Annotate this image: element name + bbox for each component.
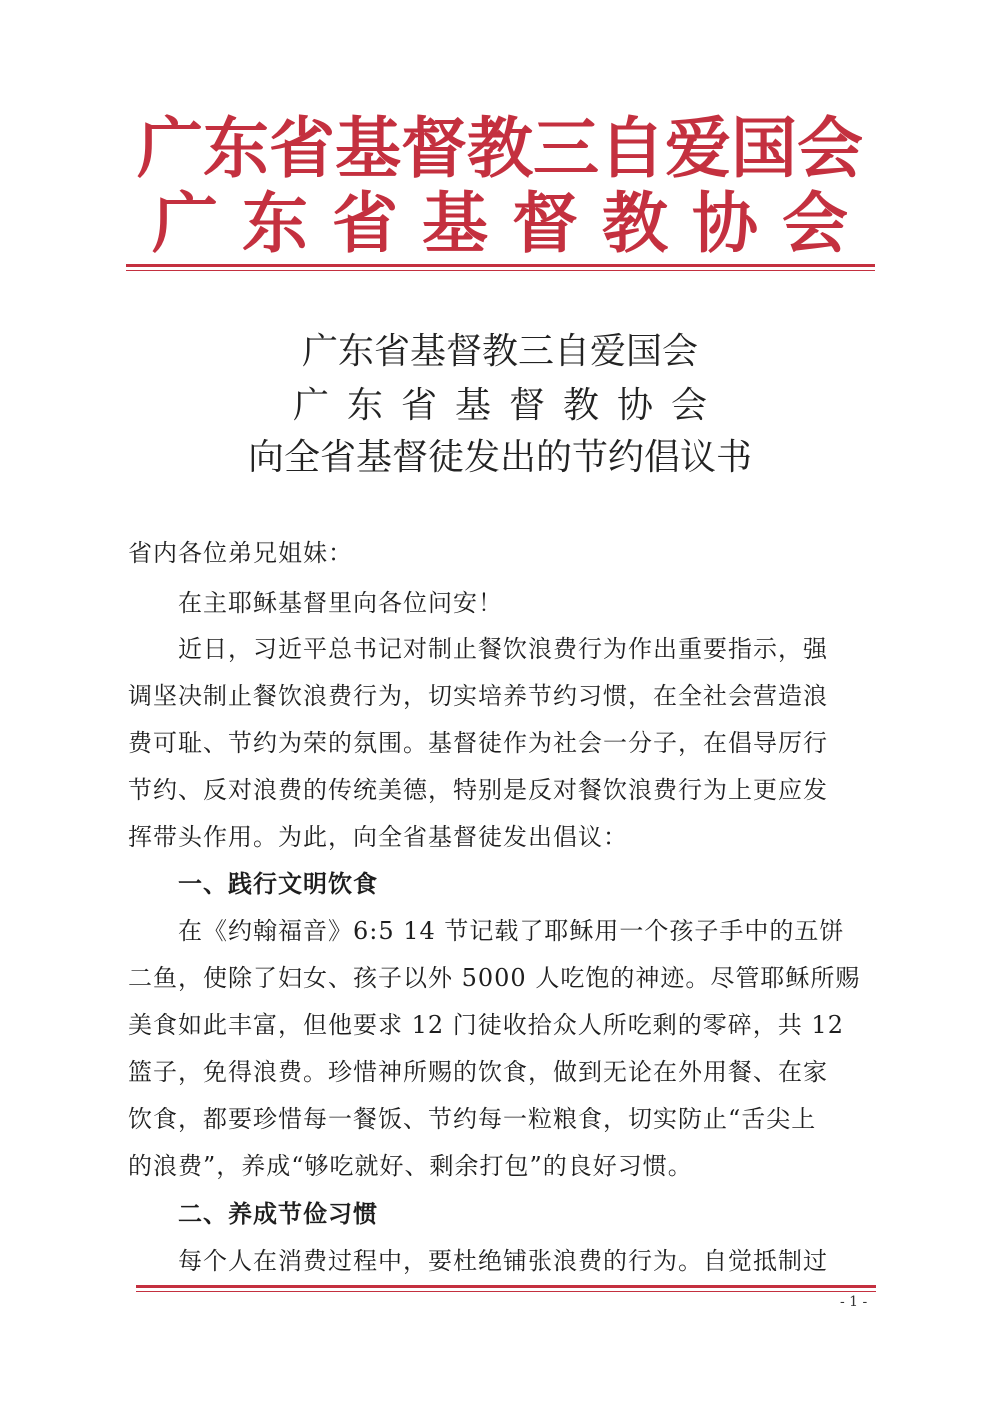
intro-line: 费可耻、节约为荣的氛围。基督徒作为社会一分子，在倡导厉行: [128, 729, 828, 757]
section2-line: 每个人在消费过程中，要杜绝铺张浪费的行为。自觉抵制过: [178, 1247, 828, 1275]
section1-line: 在《约翰福音》6:5 14 节记载了耶稣用一个孩子手中的五饼: [178, 917, 845, 945]
letterhead-divider-thin: [126, 270, 875, 271]
salutation: 省内各位弟兄姐妹：: [128, 539, 353, 567]
document-body: [128, 530, 878, 1230]
intro-line: 调坚决制止餐饮浪费行为，切实培养节约习惯，在全社会营造浪: [128, 682, 828, 710]
intro-line: 挥带头作用。为此，向全省基督徒发出倡议：: [128, 823, 628, 851]
section1-line: 饮食，都要珍惜每一餐饭、节约每一粒粮食，切实防止“舌尖上: [128, 1105, 817, 1133]
footer-divider-thin: [136, 1291, 876, 1292]
letterhead-divider-thick: [126, 264, 875, 267]
letterhead-organization-1: 广东省基督教三自爱国会: [137, 109, 863, 187]
intro-line: 节约、反对浪费的传统美德，特别是反对餐饮浪费行为上更应发: [128, 776, 828, 804]
document-title-line-2: 广东省基督教协会: [292, 385, 725, 426]
greeting: 在主耶稣基督里向各位问安！: [178, 589, 503, 617]
section-heading-2: 二、养成节俭习惯: [178, 1200, 378, 1228]
section-heading-1: 一、践行文明饮食: [178, 870, 378, 898]
intro-line: 近日，习近平总书记对制止餐饮浪费行为作出重要指示，强: [178, 635, 828, 663]
section1-line: 篮子，免得浪费。珍惜神所赐的饮食，做到无论在外用餐、在家: [128, 1058, 828, 1086]
document-title-line-1: 广东省基督教三自爱国会: [301, 331, 698, 372]
footer-divider-thick: [136, 1285, 876, 1288]
section1-line: 二鱼，使除了妇女、孩子以外 5000 人吃饱的神迹。尽管耶稣所赐: [128, 964, 861, 992]
document-body-continued: [128, 1238, 878, 1285]
document-title-line-3: 向全省基督徒发出的节约倡议书: [247, 437, 752, 478]
section1-line: 的浪费”，养成“够吃就好、剩余打包”的良好习惯。: [128, 1152, 693, 1180]
section1-line: 美食如此丰富，但他要求 12 门徒收拾众人所吃剩的零碎，共 12: [128, 1011, 844, 1039]
page-number: - 1 -: [840, 1294, 868, 1310]
letterhead-organization-2: 广东省基督教协会: [152, 184, 872, 262]
